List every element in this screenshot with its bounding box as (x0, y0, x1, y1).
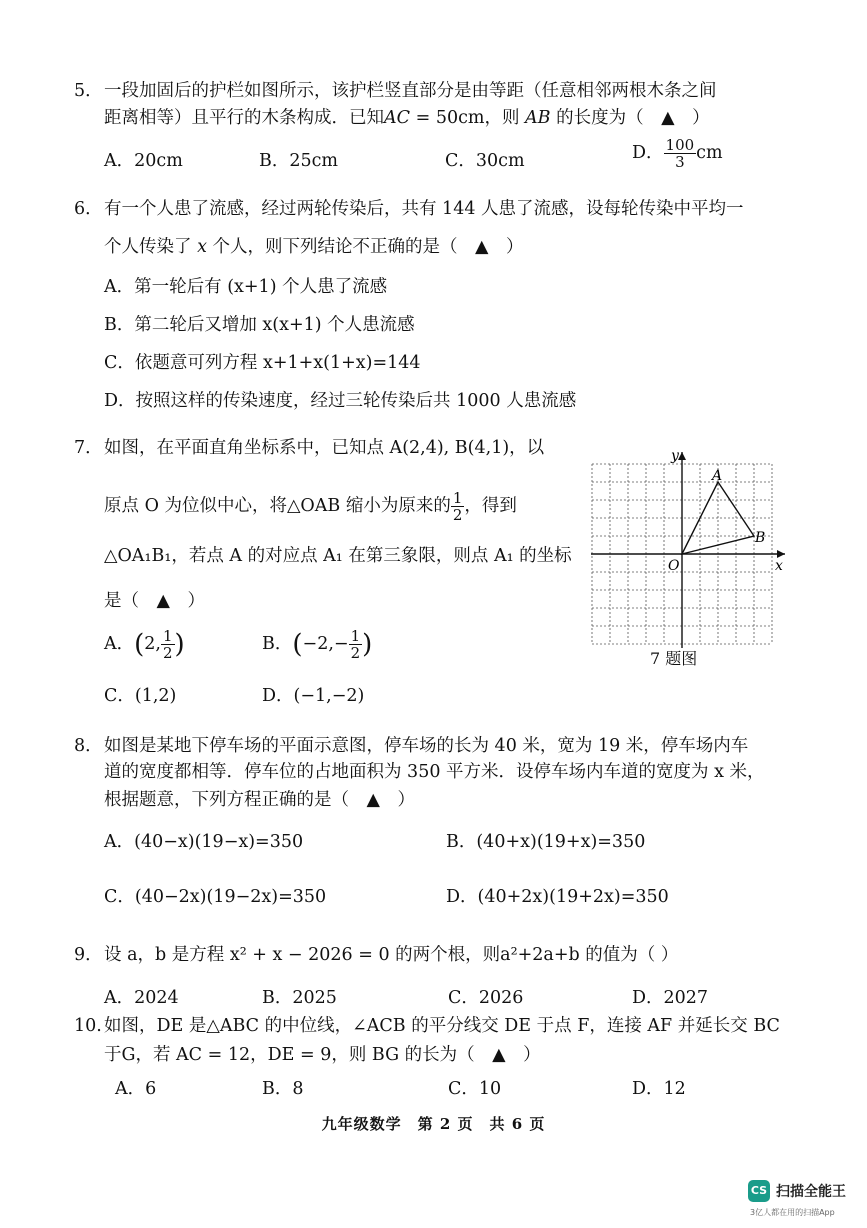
q7-option-c: C．(1,2) (104, 686, 177, 706)
scanner-brand: 扫描全能王 (776, 1184, 846, 1200)
y-axis-arrow (678, 452, 686, 460)
q10-line1: 如图，DE 是△ABC 的中位线，∠ACB 的平分线交 DE 于点 F，连接 AF 并延长交 BC (104, 1016, 780, 1036)
page-footer: 九年级数学 第 2 页 共 6 页 (321, 1115, 546, 1133)
q5-number: 5． (74, 81, 103, 101)
scanner-tagline: 3亿人都在用的扫描App (750, 1208, 835, 1217)
q8-option-c: C．(40−2x)(19−2x)=350 (104, 887, 327, 907)
q7-coordinate-figure (585, 448, 795, 673)
q7-option-a: A．(2, $\frac{1}{2}$ ) (104, 627, 185, 662)
q9-option-c: C．2026 (448, 988, 524, 1008)
q8-line2: 道的宽度都相等．停车位的占地面积为 350 平方米．设停车场内车道的宽度为 x 米， (104, 762, 765, 782)
q8-number: 8． (74, 736, 103, 756)
q7-line1: 如图，在平面直角坐标系中，已知点 A(2,4), B(4,1)，以 (104, 438, 545, 458)
q5-option-c: C．30cm (445, 151, 525, 171)
q7-line3: △OA₁B₁，若点 A 的对应点 A₁ 在第三象限，则点 A₁ 的坐标 (104, 546, 572, 566)
q10-line2: 于G，若 AC = 12，DE = 9，则 BG 的长为（ ▲ ） (104, 1045, 541, 1065)
scanner-logo-icon: CS (748, 1180, 770, 1202)
q10-option-a: A．6 (115, 1079, 157, 1099)
q6-option-c: C．依题意可列方程 x+1+x(1+x)=144 (104, 353, 421, 373)
q7-line2: 原点 O 为位似中心，将△OAB 缩小为原来的 $\frac{1}{2}$ ，得到 (104, 489, 517, 524)
q7-option-b: B．(−2,− $\frac{1}{2}$ ) (262, 627, 373, 662)
q10-option-b: B．8 (262, 1079, 304, 1099)
q5-option-b: B．25cm (259, 151, 339, 171)
q10-option-d: D．12 (632, 1079, 686, 1099)
q8-option-b: B．(40+x)(19+x)=350 (446, 832, 646, 852)
origin-label: O (668, 558, 680, 574)
q8-line1: 如图是某地下停车场的平面示意图，停车场的长为 40 米，宽为 19 米，停车场内车 (104, 736, 749, 756)
q8-option-d: D．(40+2x)(19+2x)=350 (446, 887, 669, 907)
q6-line2: 个人传染了 x 个人，则下列结论不正确的是（ ▲ ） (104, 237, 524, 257)
q7-line4: 是（ ▲ ） (104, 591, 205, 611)
q9-option-d: D．2027 (632, 988, 709, 1008)
q6-line1: 有一个人患了流感，经过两轮传染后，共有 144 人患了流感，设每轮传染中平均一 (104, 199, 744, 219)
q7-figure-caption: 7 题图 (650, 649, 698, 668)
point-b-label: B (755, 530, 766, 546)
scanner-watermark (748, 1180, 858, 1220)
q7-option-d: D．(−1,−2) (262, 686, 365, 706)
q6-option-a: A．第一轮后有 (x+1) 个人患了流感 (104, 277, 388, 297)
q8-line3: 根据题意，下列方程正确的是（ ▲ ） (104, 790, 415, 810)
q7-number: 7． (74, 438, 103, 458)
q5-line2: 距离相等）且平行的木条构成．已知AC = 50cm，则 AB 的长度为（ ▲ ） (104, 108, 710, 128)
q9-line1: 设 a，b 是方程 x² + x − 2026 = 0 的两个根，则a²+2a+b 的值为（ ） (104, 945, 679, 965)
q9-option-a: A．2024 (104, 988, 179, 1008)
q9-option-b: B．2025 (262, 988, 337, 1008)
q8-option-a: A．(40−x)(19−x)=350 (104, 832, 304, 852)
q6-option-b: B．第二轮后又增加 x(x+1) 个人患流感 (104, 315, 415, 335)
q6-number: 6． (74, 199, 103, 219)
x-label: x (775, 558, 783, 574)
y-label: y (671, 448, 679, 464)
q5-option-a: A．20cm (104, 151, 183, 171)
q10-number: 10. (74, 1016, 102, 1036)
q9-number: 9． (74, 945, 103, 965)
x-axis-arrow (777, 550, 785, 558)
q6-option-d: D．按照这样的传染速度，经过三轮传染后共 1000 人患流感 (104, 391, 577, 411)
point-a-label: A (712, 468, 723, 484)
q10-option-c: C．10 (448, 1079, 502, 1099)
q5-line1: 一段加固后的护栏如图所示，该护栏竖直部分是由等距（任意相邻两根木条之间 (104, 81, 717, 101)
q5-option-d: D． $\frac{100}{3}$ cm (632, 136, 723, 171)
